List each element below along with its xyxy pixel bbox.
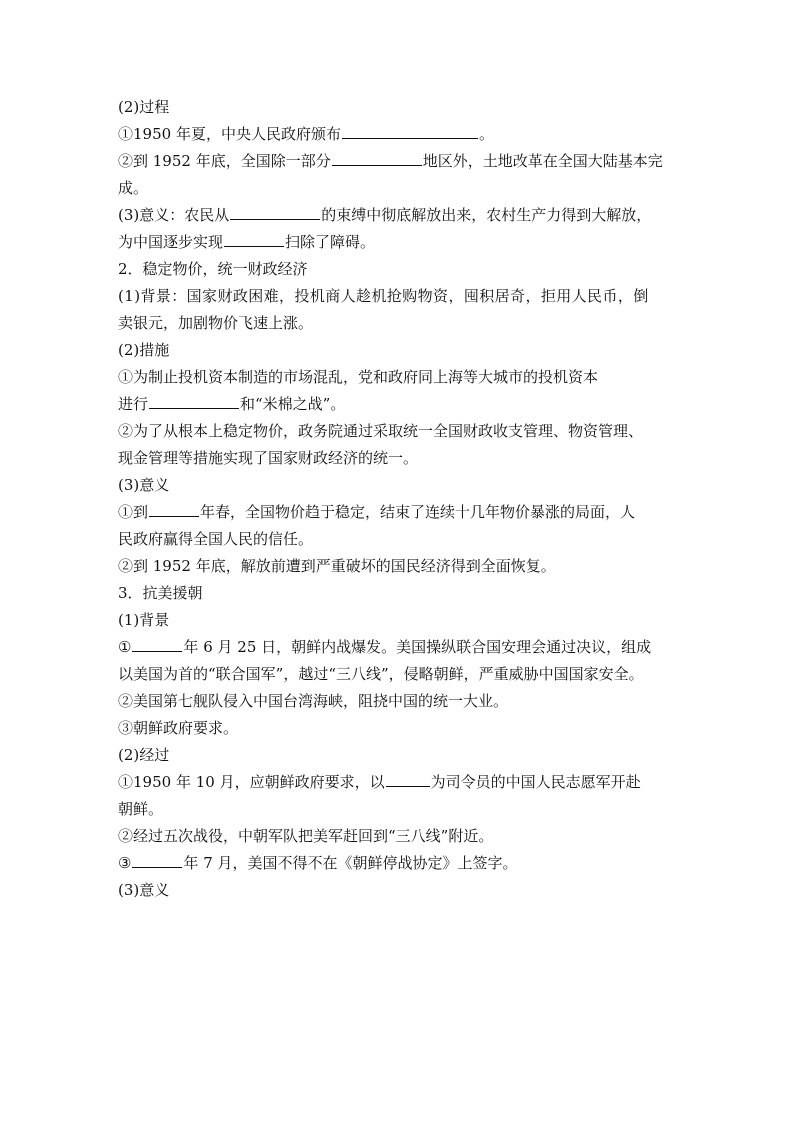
paragraph-line: [118, 202, 678, 229]
text-segment: ①: [118, 638, 132, 656]
fill-in-blank[interactable]: [224, 229, 284, 247]
fill-in-blank[interactable]: [230, 202, 320, 220]
paragraph-line: [118, 391, 678, 418]
text-segment: 进行: [118, 395, 149, 413]
paragraph-line: 卖银元，加剧物价飞速上涨。: [118, 314, 314, 332]
fill-in-blank[interactable]: [342, 121, 478, 139]
fill-in-blank[interactable]: [149, 391, 239, 409]
text-segment: 为司令员的中国人民志愿军开赴: [430, 773, 641, 791]
text-segment: 和“米棉之战”。: [240, 395, 346, 413]
section-heading: (2)经过: [118, 746, 170, 764]
section-heading: (2)过程: [118, 98, 170, 116]
paragraph-line: ②为了从根本上稳定物价，政务院通过采取统一全国财政收支管理、物资管理、: [118, 422, 644, 440]
fill-in-blank[interactable]: [132, 634, 182, 652]
fill-in-blank[interactable]: [332, 148, 422, 166]
text-segment: 年春，全国物价趋于稳定，结束了连续十几年物价暴涨的局面，人: [200, 503, 636, 521]
text-segment: ①1950 年夏，中央人民政府颁布: [118, 125, 341, 143]
text-segment: 地区外，土地改革在全国大陆基本完: [422, 152, 663, 170]
fill-in-blank[interactable]: [386, 769, 430, 787]
fill-in-blank[interactable]: [149, 499, 199, 517]
paragraph-line: (1)背景：国家财政困难，投机商人趁机抢购物资，囤积居奇，拒用人民币，倒: [118, 287, 649, 305]
paragraph-line: ②到 1952 年底，解放前遭到严重破坏的国民经济得到全面恢复。: [118, 557, 556, 575]
paragraph-line: 朝鲜。: [118, 800, 164, 818]
paragraph-line: [118, 499, 678, 526]
paragraph-line: [118, 850, 678, 877]
document-body: [118, 94, 678, 904]
text-segment: ③: [118, 854, 132, 872]
text-segment: 年 7 月，美国不得不在《朝鲜停战协定》上签字。: [183, 854, 518, 872]
paragraph-line: [118, 634, 678, 661]
paragraph-line: 民政府赢得全国人民的信任。: [118, 530, 314, 548]
paragraph-line: ③朝鲜政府要求。: [118, 719, 239, 737]
paragraph-line: ②经过五次战役，中朝军队把美军赶回到“三八线”附近。: [118, 827, 494, 845]
text-segment: 为中国逐步实现: [118, 233, 224, 251]
paragraph-line: [118, 121, 678, 148]
paragraph-line: [118, 148, 678, 175]
section-heading: (3)意义: [118, 476, 170, 494]
text-segment: 的束缚中彻底解放出来，农村生产力得到大解放，: [321, 206, 652, 224]
text-segment: ①1950 年 10 月，应朝鲜政府要求，以: [118, 773, 385, 791]
text-segment: (3)意义：农民从: [118, 206, 230, 224]
section-heading: 3．抗美援朝: [118, 584, 203, 602]
paragraph-line: [118, 229, 678, 256]
text-segment: 扫除了障碍。: [285, 233, 376, 251]
paragraph-line: ①为制止投机资本制造的市场混乱，党和政府同上海等大城市的投机资本: [118, 368, 599, 386]
section-heading: 2．稳定物价，统一财政经济: [118, 260, 308, 278]
paragraph-line: 成。: [118, 179, 149, 197]
fill-in-blank[interactable]: [132, 850, 182, 868]
text-segment: ①到: [118, 503, 149, 521]
paragraph-line: 现金管理等措施实现了国家财政经济的统一。: [118, 449, 419, 467]
text-segment: 年 6 月 25 日，朝鲜内战爆发。美国操纵联合国安理会通过决议，组成: [183, 638, 652, 656]
section-heading: (3)意义: [118, 881, 170, 899]
section-heading: (2)措施: [118, 341, 170, 359]
paragraph-line: [118, 769, 678, 796]
paragraph-line: 以美国为首的“联合国军”，越过“三八线”，侵略朝鲜，严重威胁中国国家安全。: [118, 665, 644, 683]
text-segment: 。: [478, 125, 494, 143]
text-segment: ②到 1952 年底，全国除一部分: [118, 152, 331, 170]
section-heading: (1)背景: [118, 611, 170, 629]
paragraph-line: ②美国第七舰队侵入中国台湾海峡，阻挠中国的统一大业。: [118, 692, 509, 710]
